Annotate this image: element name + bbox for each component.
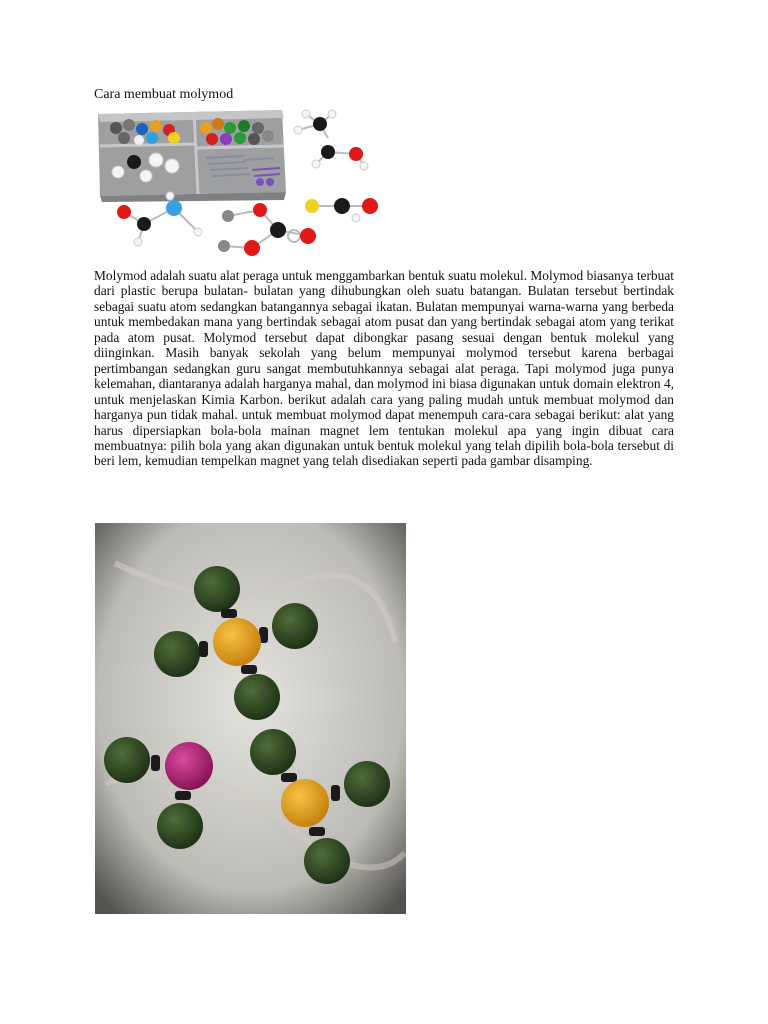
molymod-kit-photo [94,108,388,264]
homemade-molymod-photo [95,523,406,914]
body-paragraph: Molymod adalah suatu alat peraga untuk menggambarkan bentuk suatu molekul. Molymod biasanya terbuat dari plastic berupa bulatan- bulatan yang dihubungkan oleh suatu batangan. Bulatan tersebut bertindak sebagai suatu atom sedangkan batangannya sebagai ikatan. Bulatan mempunyai warna-warna yang berbeda untuk membedakan mana yang bertindak sebagai atom pusat dan yang bertindak sebagai atom yang terikat pada atom pusat. Molymod tersebut dapat dibongkar pasang sesuai dengan bentuk molekul yang diinginkan. Masih banyak sekolah yang belum mempunyai molymod tersebut karena berbagai pertimbangan sedangkan guru sangat membutuhkannya sebagai alat peraga. Tapi molymod juga punya kelemahan, diantaranya adalah harganya mahal, dan molymod ini biasa digunakan untuk domain elektron 4, untuk menjelaskan Kimia Karbon. berikut adalah cara yang paling mudah untuk membuat molymod dan harganya pun tidak mahal. untuk membuat molymod dapat menempuh cara-cara sebagai berikut: alat yang harus dipersiapkan bola-bola mainan magnet lem tentukan molekul apa yang ingin dibuat cara membuatnya: pilih bola yang akan digunakan untuk bentuk molekul yang telah dipilih bola-bola tersebut di beri lem, kemudian tempelkan magnet yang telah disediakan seperti pada gambar disamping. [94,268,674,469]
document-title: Cara membuat molymod [94,87,234,102]
